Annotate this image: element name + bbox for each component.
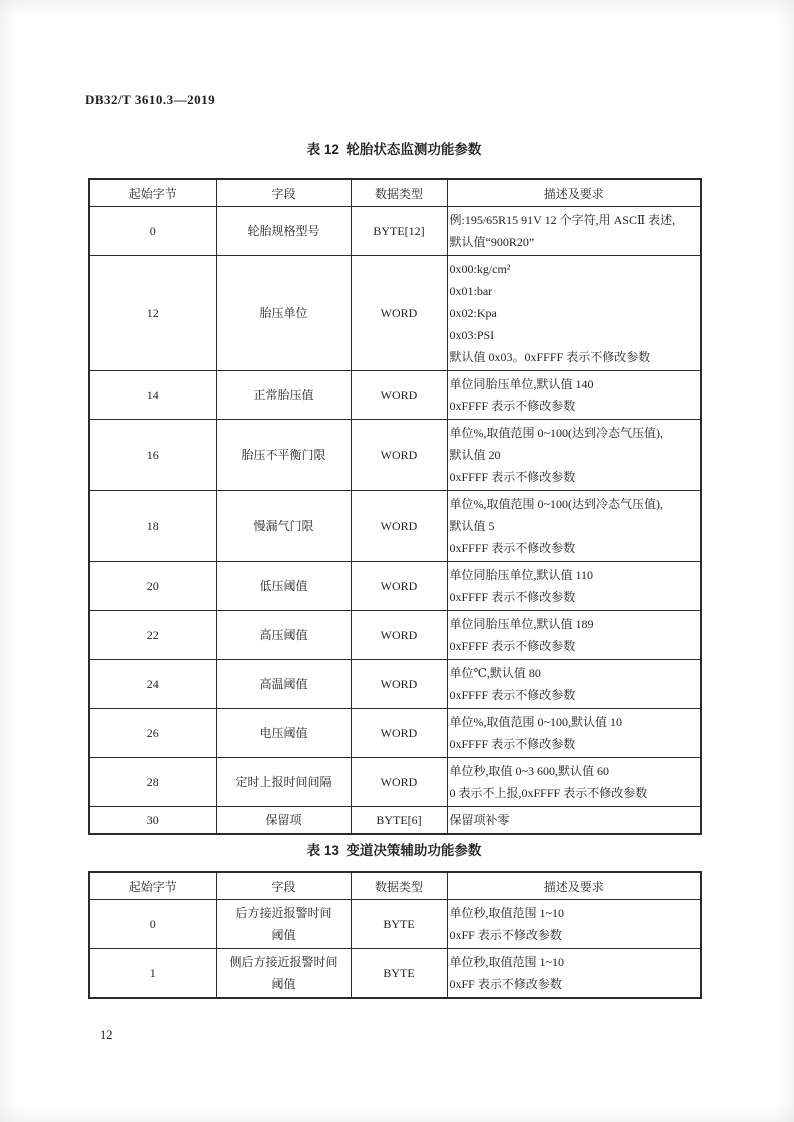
cell-field: [216, 611, 351, 660]
table-12: [88, 178, 702, 835]
cell-data-type: [351, 207, 447, 256]
text-line: WORD: [380, 448, 418, 462]
text-line: 例:195/65R15 91V 12 个字符,用 ASCⅡ 表述,: [449, 213, 676, 227]
text-line: WORD: [380, 726, 418, 740]
text-line: 0x01:bar: [449, 284, 493, 298]
cell-field: [216, 949, 351, 999]
text-line: WORD: [380, 775, 418, 789]
cell-start-byte: [89, 758, 216, 807]
text-line: 20: [146, 579, 159, 593]
text-line: 低压阈值: [259, 579, 308, 593]
text-line: 1: [149, 966, 156, 980]
column-header: 描述及要求: [447, 179, 701, 207]
column-header: 字段: [216, 179, 351, 207]
text-line: BYTE[6]: [376, 813, 422, 827]
text-line: 电压阈值: [259, 726, 308, 740]
text-line: 胎压单位: [259, 306, 308, 320]
cell-description: [447, 900, 701, 949]
text-line: 阈值: [271, 928, 296, 942]
cell-start-byte: [89, 371, 216, 420]
table-row: [89, 256, 701, 371]
column-header: 起始字节: [89, 872, 216, 900]
cell-data-type: [351, 660, 447, 709]
text-line: 胎压不平衡门限: [241, 448, 326, 462]
text-line: 0x00:kg/cm²: [449, 262, 511, 276]
cell-description: [447, 807, 701, 835]
cell-field: [216, 207, 351, 256]
text-line: WORD: [380, 306, 418, 320]
text-line: BYTE: [383, 917, 415, 931]
table-row: [89, 900, 701, 949]
table-header-row: [89, 872, 701, 900]
cell-description: [447, 256, 701, 371]
text-line: BYTE[12]: [373, 224, 425, 238]
text-line: 0xFF 表示不修改参数: [449, 928, 562, 942]
cell-description: [447, 420, 701, 491]
text-line: WORD: [380, 628, 418, 642]
table-row: [89, 207, 701, 256]
cell-field: [216, 709, 351, 758]
text-line: WORD: [380, 677, 418, 691]
text-line: 高压阈值: [259, 628, 308, 642]
text-line: 高温阈值: [259, 677, 308, 691]
cell-data-type: [351, 420, 447, 491]
text-line: 0x02:Kpa: [449, 306, 497, 320]
text-line: WORD: [380, 579, 418, 593]
table-13-title: 表 13 变道决策辅助功能参数: [306, 843, 482, 858]
text-line: 侧后方接近报警时间: [229, 955, 338, 969]
table-row: [89, 420, 701, 491]
text-line: 单位同胎压单位,默认值 140: [449, 377, 594, 391]
table-row: [89, 611, 701, 660]
text-line: 14: [146, 388, 159, 402]
text-line: 0 表示不上报,0xFFFF 表示不修改参数: [449, 786, 648, 800]
text-line: 12: [146, 306, 159, 320]
cell-start-byte: [89, 611, 216, 660]
text-line: 0: [149, 224, 156, 238]
table-row: [89, 371, 701, 420]
cell-data-type: [351, 709, 447, 758]
text-line: 慢漏气门限: [253, 519, 314, 533]
cell-field: [216, 807, 351, 835]
cell-start-byte: [89, 491, 216, 562]
table-header-row: [89, 179, 701, 207]
cell-start-byte: [89, 807, 216, 835]
cell-description: [447, 949, 701, 999]
text-line: 0xFFFF 表示不修改参数: [449, 639, 576, 653]
cell-data-type: [351, 949, 447, 999]
text-line: 保留项补零: [449, 813, 510, 827]
cell-start-byte: [89, 562, 216, 611]
page-number: 12: [100, 1028, 113, 1042]
cell-description: [447, 371, 701, 420]
table-row: [89, 709, 701, 758]
text-line: 0xFFFF 表示不修改参数: [449, 688, 576, 702]
cell-data-type: [351, 562, 447, 611]
text-line: 0x03:PSI: [449, 328, 495, 342]
cell-field: [216, 371, 351, 420]
cell-start-byte: [89, 256, 216, 371]
column-header: 字段: [216, 872, 351, 900]
table-row: [89, 949, 701, 999]
cell-description: [447, 660, 701, 709]
text-line: 26: [146, 726, 159, 740]
text-line: BYTE: [383, 966, 415, 980]
cell-description: [447, 611, 701, 660]
cell-data-type: [351, 900, 447, 949]
text-line: 单位%,取值范围 0~100(达到冷态气压值),: [449, 426, 663, 440]
text-line: 0xFFFF 表示不修改参数: [449, 541, 576, 555]
table-12-title: 表 12 轮胎状态监测功能参数: [306, 142, 482, 157]
doc-number: DB32/T 3610.3—2019: [85, 92, 216, 107]
text-line: 0xFFFF 表示不修改参数: [449, 470, 576, 484]
cell-data-type: [351, 807, 447, 835]
cell-description: [447, 709, 701, 758]
cell-description: [447, 758, 701, 807]
cell-description: [447, 207, 701, 256]
column-header: 数据类型: [351, 872, 447, 900]
text-line: 定时上报时间间隔: [235, 775, 332, 789]
text-line: 单位秒,取值 0~3 600,默认值 60: [449, 764, 609, 778]
cell-data-type: [351, 611, 447, 660]
text-line: 默认值 0x03。0xFFFF 表示不修改参数: [449, 350, 651, 364]
cell-field: [216, 562, 351, 611]
cell-field: [216, 660, 351, 709]
text-line: 默认值 5: [449, 519, 495, 533]
text-line: 22: [146, 628, 159, 642]
text-line: 轮胎规格型号: [247, 224, 320, 238]
column-header: 起始字节: [89, 179, 216, 207]
text-line: 0xFFFF 表示不修改参数: [449, 590, 576, 604]
text-line: 单位同胎压单位,默认值 189: [449, 617, 594, 631]
column-header: 描述及要求: [447, 872, 701, 900]
cell-data-type: [351, 491, 447, 562]
text-line: 单位秒,取值范围 1~10: [449, 955, 564, 969]
cell-start-byte: [89, 660, 216, 709]
text-line: 0xFFFF 表示不修改参数: [449, 399, 576, 413]
text-line: 正常胎压值: [253, 388, 314, 402]
text-line: 阈值: [271, 977, 296, 991]
cell-start-byte: [89, 207, 216, 256]
table-row: [89, 660, 701, 709]
text-line: 18: [146, 519, 159, 533]
text-line: 单位%,取值范围 0~100(达到冷态气压值),: [449, 497, 663, 511]
text-line: 单位℃,默认值 80: [449, 666, 541, 680]
text-line: WORD: [380, 388, 418, 402]
table-13: [88, 871, 702, 999]
cell-field: [216, 491, 351, 562]
text-line: 16: [146, 448, 159, 462]
cell-start-byte: [89, 420, 216, 491]
text-line: 保留项: [265, 813, 302, 827]
table-row: [89, 807, 701, 835]
table-row: [89, 758, 701, 807]
table-row: [89, 491, 701, 562]
text-line: 默认值 20: [449, 448, 501, 462]
cell-start-byte: [89, 709, 216, 758]
column-header: 数据类型: [351, 179, 447, 207]
cell-start-byte: [89, 900, 216, 949]
cell-data-type: [351, 256, 447, 371]
text-line: 0xFFFF 表示不修改参数: [449, 737, 576, 751]
cell-description: [447, 491, 701, 562]
text-line: 单位%,取值范围 0~100,默认值 10: [449, 715, 622, 729]
cell-description: [447, 562, 701, 611]
cell-data-type: [351, 758, 447, 807]
cell-start-byte: [89, 949, 216, 999]
text-line: 24: [146, 677, 159, 691]
text-line: 30: [146, 813, 159, 827]
text-line: 0xFF 表示不修改参数: [449, 977, 562, 991]
cell-field: [216, 758, 351, 807]
table-row: [89, 562, 701, 611]
text-line: 后方接近报警时间: [235, 906, 332, 920]
text-line: 单位同胎压单位,默认值 110: [449, 568, 594, 582]
text-line: 单位秒,取值范围 1~10: [449, 906, 564, 920]
cell-field: [216, 256, 351, 371]
text-line: 默认值“900R20”: [449, 235, 535, 249]
text-line: WORD: [380, 519, 418, 533]
cell-field: [216, 420, 351, 491]
cell-data-type: [351, 371, 447, 420]
text-line: 28: [146, 775, 159, 789]
text-line: 0: [149, 917, 156, 931]
cell-field: [216, 900, 351, 949]
